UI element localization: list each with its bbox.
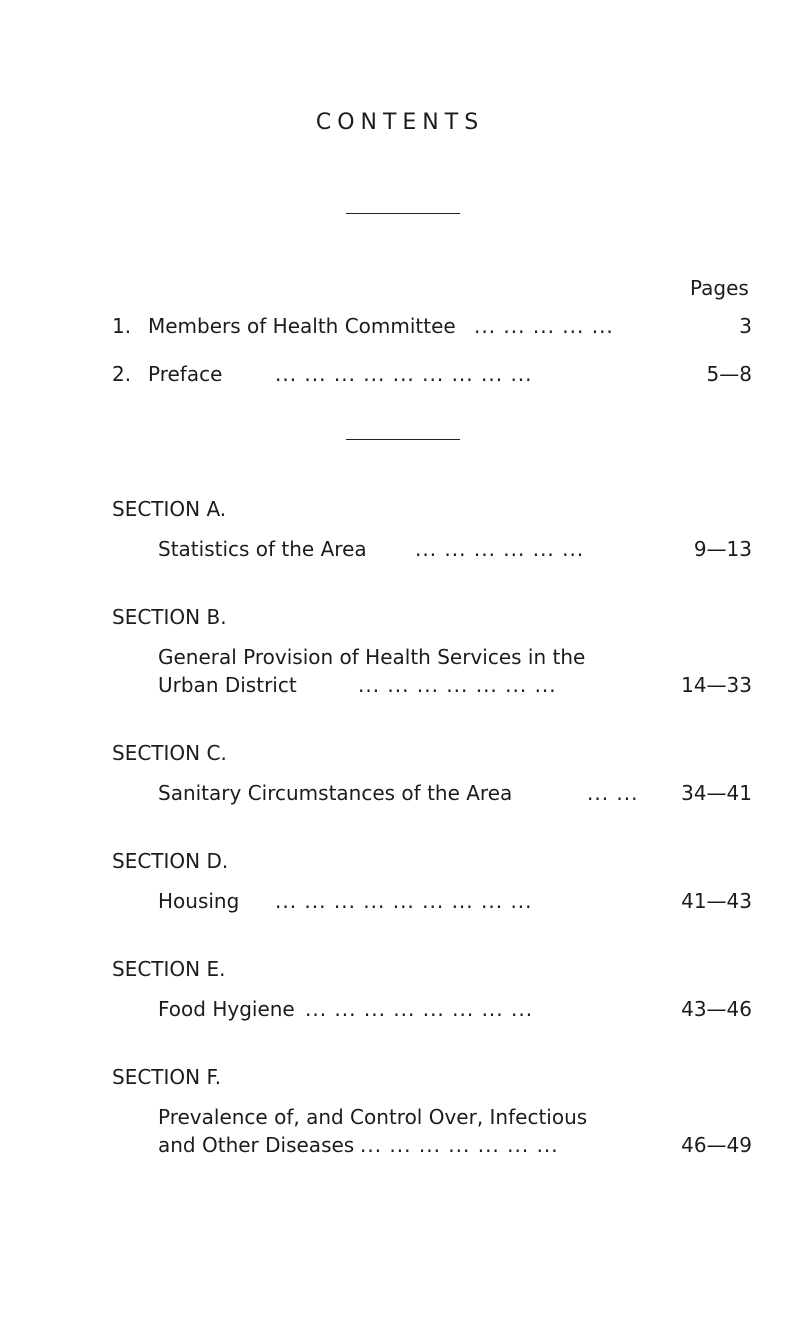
section-entry-label-continued: Urban District [158,673,297,697]
section-heading: SECTION C. [112,741,227,765]
section-entry-label: Sanitary Circumstances of the Area [158,781,513,805]
section-entry-label: Prevalence of, and Control Over, Infectious [158,1105,588,1129]
pages-column-header: Pages [690,276,749,300]
section-entry-pages: 43—46 [681,997,752,1021]
dot-leader: ... ... ... ... ... ... ... [358,673,557,697]
item-pages: 3 [739,314,752,338]
divider-middle [346,439,460,440]
dot-leader: ... ... ... ... ... ... ... ... [305,997,534,1021]
page-title: CONTENTS [315,110,485,135]
divider-top [346,213,460,214]
section-entry-label: General Provision of Health Services in the [158,645,586,669]
dot-leader: ... ... ... ... ... ... ... ... ... [275,362,533,386]
section-entry-label: Statistics of the Area [158,537,367,561]
section-heading: SECTION A. [112,497,227,521]
section-heading: SECTION F. [112,1065,222,1089]
dot-leader: ... ... ... ... ... ... [415,537,585,561]
item-number: 2. [112,362,132,386]
dot-leader: ... ... ... ... ... ... ... ... ... [275,889,533,913]
section-entry-pages: 34—41 [681,781,752,805]
section-entry-pages: 41—43 [681,889,752,913]
section-heading: SECTION D. [112,849,229,873]
section-entry-pages: 9—13 [693,537,752,561]
section-entry-pages: 46—49 [681,1133,752,1157]
section-heading: SECTION E. [112,957,226,981]
dot-leader: ... ... ... ... ... ... ... [360,1133,559,1157]
item-label: Preface [148,362,223,386]
item-pages: 5—8 [706,362,752,386]
item-number: 1. [112,314,132,338]
dot-leader: ... ... [587,781,639,805]
section-entry-pages: 14—33 [681,673,752,697]
item-label: Members of Health Committee [148,314,456,338]
section-heading: SECTION B. [112,605,227,629]
section-entry-label-continued: and Other Diseases [158,1133,355,1157]
dot-leader: ... ... ... ... ... [474,314,614,338]
section-entry-label: Food Hygiene [158,997,295,1021]
section-entry-label: Housing [158,889,240,913]
